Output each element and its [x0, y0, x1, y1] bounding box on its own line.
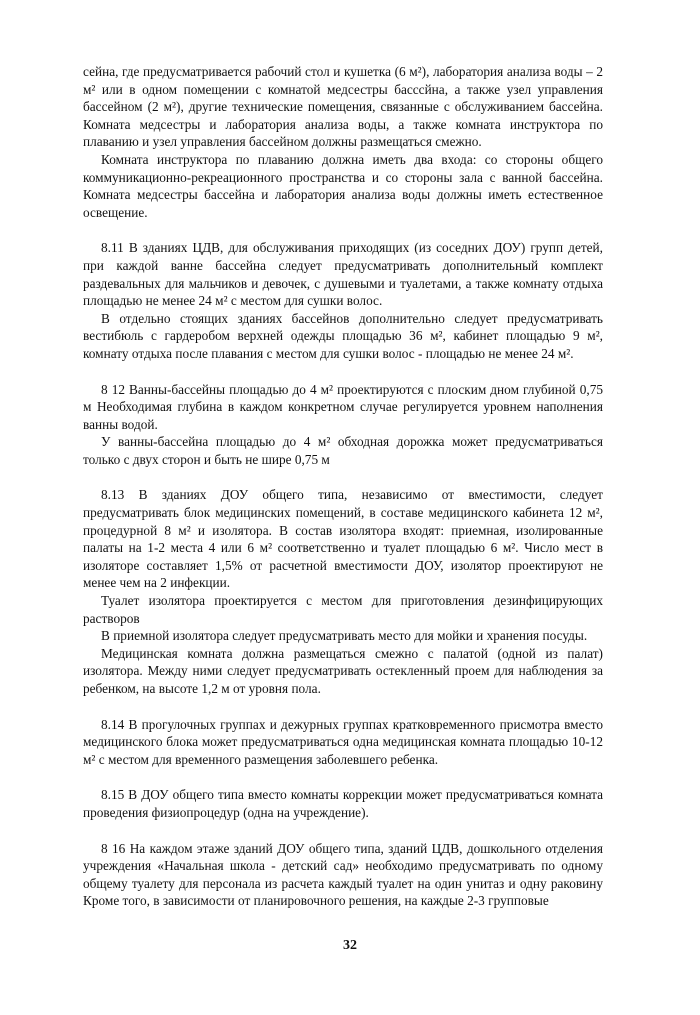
- paragraph-8-11: 8.11 В зданиях ЦДВ, для обслуживания приходящих (из соседних ДОУ) групп детей, при каждой ванне бассейна следует предусматривать дополнительный комплект раздевальных для мальчиков и девочек, с душевыми и туалетами, а также комнату отдыха площадью не менее 24 м² с местом для сушки волос.: [83, 240, 603, 309]
- paragraph-isolator-toilet: Туалет изолятора проектируется с местом для приготовления дезинфицирующих растворов: [83, 593, 603, 626]
- page-body: [83, 63, 603, 910]
- paragraph-8-13: 8.13 В зданиях ДОУ общего типа, независимо от вместимости, следует предусматривать блок медицинских помещений, в составе медицинского кабинета 12 м², процедурной 8 м² и изолятора. В состав изолятора входят: приемная, изолированные палаты на 1-2 места 4 или 6 м² соответственно и туалет площадью 6 м². Число мест в изоляторе составляет 1,5% от расчетной вместимости ДОУ, изолятор проектируют не менее чем на 2 инфекции.: [83, 487, 603, 591]
- paragraph-bypass-path: У ванны-бассейна площадью до 4 м² обходная дорожка может предусматриваться только с двух сторон и быть не шире 0,75 м: [83, 434, 603, 467]
- paragraph-8-16: 8 16 На каждом этаже зданий ДОУ общего типа, зданий ЦДВ, дошкольного отделения учреждения «Начальная школа - детский сад» необходимо предусматривать по одному общему туалету для персонала из расчета каждый туалет на один унитаз и одну раковину Кроме того, в зависимости от планировочного решения, на каждые 2-3 групповые: [83, 840, 603, 909]
- paragraph-medical-room: Медицинская комната должна размещаться смежно с палатой (одной из палат) изолятора. Между ними следует предусматривать остекленный проем для наблюдения за ребенком, на высоте 1,2 м от уровня пола.: [83, 645, 603, 696]
- paragraph-8-12: 8 12 Ванны-бассейны площадью до 4 м² проектируются с плоским дном глубиной 0,75 м Необходимая глубина в каждом конкретном случае регулируется уровнем наполнения ванны водой.: [83, 381, 603, 432]
- paragraph-instructor-room: Комната инструктора по плаванию должна иметь два входа: со стороны общего коммуникационно-рекреационного пространства и со стороны зала с ванной бассейна. Комната медсестры бассейна и лаборатория анализа воды должны иметь естественное освещение.: [83, 151, 603, 220]
- paragraph-isolator-reception: В приемной изолятора следует предусматривать место для мойки и хранения посуды.: [101, 628, 588, 644]
- page-number: 32: [343, 938, 357, 953]
- paragraph-8-14: 8.14 В прогулочных группах и дежурных группах кратковременного присмотра вместо медицинского блока может предусматриваться одна медицинская комната площадью 10-12 м² с местом для временного размещения заболевшего ребенка.: [83, 716, 603, 767]
- paragraph-bath-staff-rooms: сейна, где предусматривается рабочий стол и кушетка (6 м²), лаборатория анализа воды – 2 м² или в одном помещении с комнатой медсестры басссйна, а также узел управления бассейном (2 м²), другие технические помещения, связанные с обслуживанием бассейна. Комната медсестры и лаборатория анализа воды, а также комната инструктора по плаванию и узел управления бассейном должны размещаться смежно.: [83, 64, 603, 150]
- paragraph-8-15: 8.15 В ДОУ общего типа вместо комнаты коррекции может предусматриваться комната проведения физиопроцедур (одна на учреждение).: [83, 787, 603, 820]
- paragraph-separate-pools: В отдельно стоящих зданиях бассейнов дополнительно следует предусматривать вестибюль с гардеробом верхней одежды площадью 36 м², кабинет площадью 9 м², комнату отдыха после плавания с местом для сушки волос - площадью не менее 24 м².: [83, 310, 603, 361]
